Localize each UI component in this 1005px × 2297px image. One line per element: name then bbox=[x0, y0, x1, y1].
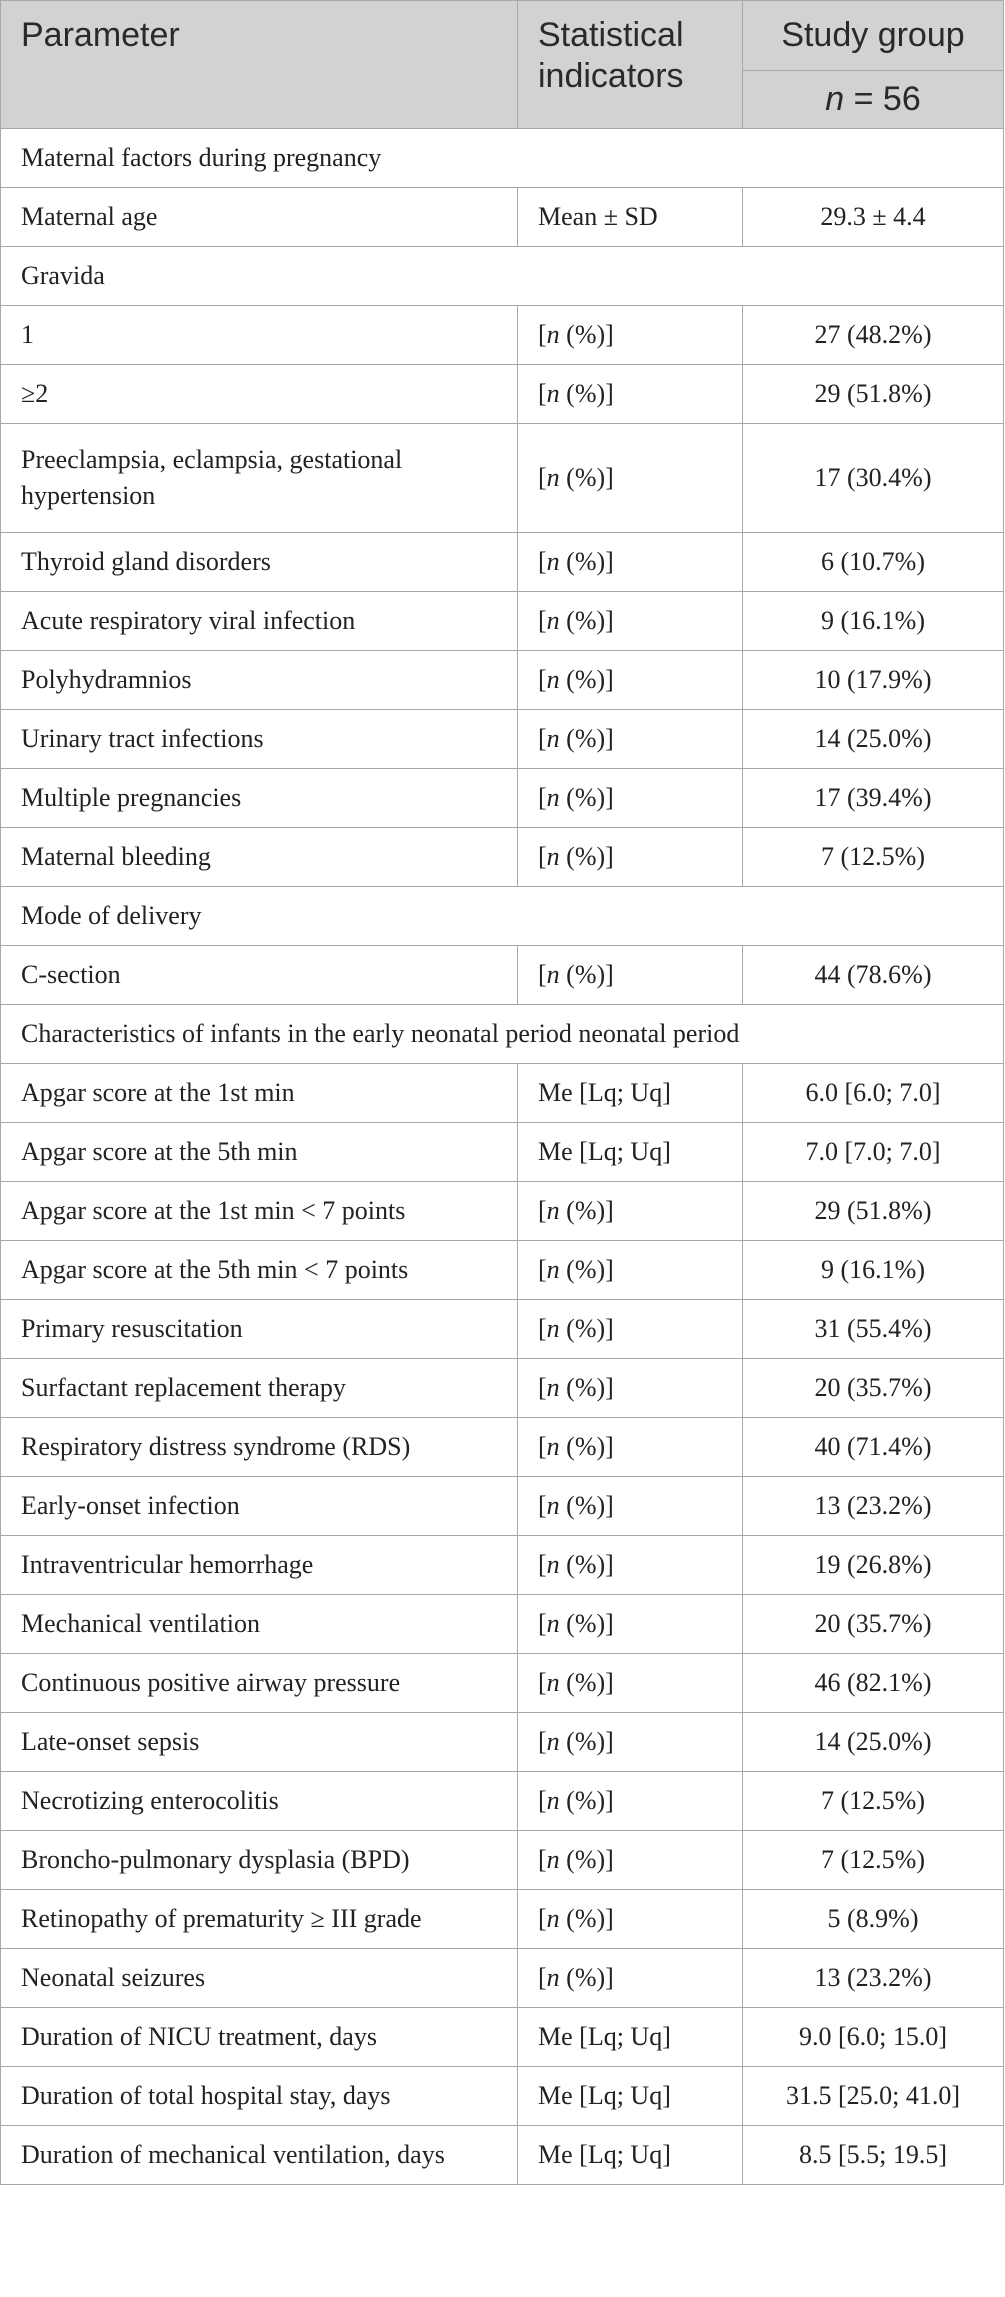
parameter-cell: Mechanical ventilation bbox=[1, 1595, 518, 1654]
parameter-cell: Apgar score at the 1st min < 7 points bbox=[1, 1182, 518, 1241]
section-row bbox=[1, 1005, 1004, 1064]
table-row bbox=[1, 828, 1004, 887]
table-row bbox=[1, 188, 1004, 247]
parameter-cell: Apgar score at the 1st min bbox=[1, 1064, 518, 1123]
table-row bbox=[1, 306, 1004, 365]
parameter-cell: Duration of total hospital stay, days bbox=[1, 2067, 518, 2126]
statistical-indicator-cell: [n (%)] bbox=[518, 1536, 743, 1595]
statistical-indicator-cell: [n (%)] bbox=[518, 710, 743, 769]
study-group-value-cell: 9.0 [6.0; 15.0] bbox=[743, 2008, 1004, 2067]
study-group-value-cell: 46 (82.1%) bbox=[743, 1654, 1004, 1713]
section-row bbox=[1, 129, 1004, 188]
parameter-cell: Maternal bleeding bbox=[1, 828, 518, 887]
study-group-value-cell: 7 (12.5%) bbox=[743, 1831, 1004, 1890]
table-row bbox=[1, 1477, 1004, 1536]
statistical-indicator-cell: [n (%)] bbox=[518, 1772, 743, 1831]
study-group-value-cell: 20 (35.7%) bbox=[743, 1359, 1004, 1418]
section-label: Mode of delivery bbox=[1, 887, 1004, 946]
statistical-indicator-cell: [n (%)] bbox=[518, 651, 743, 710]
study-group-value-cell: 7 (12.5%) bbox=[743, 828, 1004, 887]
parameter-cell: Apgar score at the 5th min bbox=[1, 1123, 518, 1182]
table-row bbox=[1, 2067, 1004, 2126]
statistical-indicator-cell: [n (%)] bbox=[518, 1182, 743, 1241]
parameter-cell: Retinopathy of prematurity ≥ III grade bbox=[1, 1890, 518, 1949]
parameter-cell: Thyroid gland disorders bbox=[1, 533, 518, 592]
table-row bbox=[1, 1890, 1004, 1949]
table-row bbox=[1, 533, 1004, 592]
study-group-value-cell: 40 (71.4%) bbox=[743, 1418, 1004, 1477]
table-row bbox=[1, 1241, 1004, 1300]
parameter-cell: Broncho-pulmonary dysplasia (BPD) bbox=[1, 1831, 518, 1890]
table-row bbox=[1, 1359, 1004, 1418]
statistical-indicator-cell: [n (%)] bbox=[518, 1713, 743, 1772]
statistical-indicator-cell: [n (%)] bbox=[518, 1890, 743, 1949]
parameter-cell: Preeclampsia, eclampsia, gestational hypertension bbox=[1, 424, 518, 533]
table-row bbox=[1, 365, 1004, 424]
parameter-cell: Maternal age bbox=[1, 188, 518, 247]
statistical-indicator-cell: [n (%)] bbox=[518, 306, 743, 365]
statistical-indicator-cell: [n (%)] bbox=[518, 1654, 743, 1713]
statistical-indicator-cell: [n (%)] bbox=[518, 769, 743, 828]
parameter-cell: Primary resuscitation bbox=[1, 1300, 518, 1359]
study-group-value-cell: 7.0 [7.0; 7.0] bbox=[743, 1123, 1004, 1182]
statistical-indicator-cell: [n (%)] bbox=[518, 1477, 743, 1536]
parameter-cell: ≥2 bbox=[1, 365, 518, 424]
parameter-cell: C-section bbox=[1, 946, 518, 1005]
study-group-value-cell: 13 (23.2%) bbox=[743, 1949, 1004, 2008]
study-group-value-cell: 9 (16.1%) bbox=[743, 1241, 1004, 1300]
study-group-value-cell: 19 (26.8%) bbox=[743, 1536, 1004, 1595]
table-row bbox=[1, 1182, 1004, 1241]
statistical-indicator-cell: Me [Lq; Uq] bbox=[518, 2126, 743, 2185]
study-group-value-cell: 13 (23.2%) bbox=[743, 1477, 1004, 1536]
statistical-indicator-cell: [n (%)] bbox=[518, 1359, 743, 1418]
parameter-cell: Duration of mechanical ventilation, days bbox=[1, 2126, 518, 2185]
table-row bbox=[1, 1300, 1004, 1359]
study-group-value-cell: 29.3 ± 4.4 bbox=[743, 188, 1004, 247]
study-group-value-cell: 5 (8.9%) bbox=[743, 1890, 1004, 1949]
study-group-value-cell: 31.5 [25.0; 41.0] bbox=[743, 2067, 1004, 2126]
study-group-value-cell: 29 (51.8%) bbox=[743, 365, 1004, 424]
statistical-indicator-cell: [n (%)] bbox=[518, 1300, 743, 1359]
parameter-cell: Multiple pregnancies bbox=[1, 769, 518, 828]
header-study-group: Study group bbox=[743, 1, 1004, 71]
parameter-cell: Early-onset infection bbox=[1, 1477, 518, 1536]
parameter-cell: 1 bbox=[1, 306, 518, 365]
parameter-cell: Duration of NICU treatment, days bbox=[1, 2008, 518, 2067]
parameter-cell: Neonatal seizures bbox=[1, 1949, 518, 2008]
section-label: Characteristics of infants in the early neonatal period neonatal period bbox=[1, 1005, 1004, 1064]
table-row bbox=[1, 1595, 1004, 1654]
table-row bbox=[1, 1949, 1004, 2008]
section-row bbox=[1, 887, 1004, 946]
table-row bbox=[1, 1713, 1004, 1772]
statistical-indicator-cell: Mean ± SD bbox=[518, 188, 743, 247]
parameter-cell: Necrotizing enterocolitis bbox=[1, 1772, 518, 1831]
study-group-value-cell: 14 (25.0%) bbox=[743, 1713, 1004, 1772]
parameter-cell: Intraventricular hemorrhage bbox=[1, 1536, 518, 1595]
section-label: Gravida bbox=[1, 247, 1004, 306]
statistical-indicator-cell: [n (%)] bbox=[518, 592, 743, 651]
statistical-indicator-cell: [n (%)] bbox=[518, 828, 743, 887]
study-group-value-cell: 27 (48.2%) bbox=[743, 306, 1004, 365]
parameter-cell: Surfactant replacement therapy bbox=[1, 1359, 518, 1418]
statistical-indicator-cell: Me [Lq; Uq] bbox=[518, 1064, 743, 1123]
table-header bbox=[1, 1, 1004, 129]
statistical-indicator-cell: [n (%)] bbox=[518, 1831, 743, 1890]
table-row bbox=[1, 2008, 1004, 2067]
table-row bbox=[1, 1772, 1004, 1831]
table-row bbox=[1, 946, 1004, 1005]
table-row bbox=[1, 1654, 1004, 1713]
table-row bbox=[1, 592, 1004, 651]
table-row bbox=[1, 1123, 1004, 1182]
section-label: Maternal factors during pregnancy bbox=[1, 129, 1004, 188]
table-row bbox=[1, 1064, 1004, 1123]
study-group-value-cell: 31 (55.4%) bbox=[743, 1300, 1004, 1359]
study-group-value-cell: 20 (35.7%) bbox=[743, 1595, 1004, 1654]
table-body bbox=[1, 129, 1004, 2185]
statistical-indicator-cell: [n (%)] bbox=[518, 365, 743, 424]
header-sample-size bbox=[743, 71, 1004, 129]
sample-size-value: = 56 bbox=[844, 80, 921, 118]
study-group-value-cell: 29 (51.8%) bbox=[743, 1182, 1004, 1241]
statistical-indicator-cell: [n (%)] bbox=[518, 533, 743, 592]
parameter-cell: Apgar score at the 5th min < 7 points bbox=[1, 1241, 518, 1300]
table-row bbox=[1, 651, 1004, 710]
table-row bbox=[1, 710, 1004, 769]
table-row bbox=[1, 2126, 1004, 2185]
table-row bbox=[1, 1536, 1004, 1595]
study-group-value-cell: 44 (78.6%) bbox=[743, 946, 1004, 1005]
study-group-value-cell: 17 (30.4%) bbox=[743, 424, 1004, 533]
statistical-indicator-cell: [n (%)] bbox=[518, 424, 743, 533]
statistical-indicator-cell: [n (%)] bbox=[518, 1595, 743, 1654]
statistical-indicator-cell: [n (%)] bbox=[518, 1241, 743, 1300]
parameter-cell: Urinary tract infections bbox=[1, 710, 518, 769]
study-group-value-cell: 6.0 [6.0; 7.0] bbox=[743, 1064, 1004, 1123]
statistical-indicator-cell: [n (%)] bbox=[518, 1418, 743, 1477]
sample-size-symbol: n bbox=[825, 80, 845, 118]
table-row bbox=[1, 769, 1004, 828]
study-group-value-cell: 14 (25.0%) bbox=[743, 710, 1004, 769]
statistical-indicator-cell: Me [Lq; Uq] bbox=[518, 2067, 743, 2126]
parameter-cell: Polyhydramnios bbox=[1, 651, 518, 710]
study-group-value-cell: 8.5 [5.5; 19.5] bbox=[743, 2126, 1004, 2185]
study-group-value-cell: 7 (12.5%) bbox=[743, 1772, 1004, 1831]
study-group-value-cell: 6 (10.7%) bbox=[743, 533, 1004, 592]
parameter-cell: Continuous positive airway pressure bbox=[1, 1654, 518, 1713]
table-row bbox=[1, 1418, 1004, 1477]
statistical-indicator-cell: [n (%)] bbox=[518, 1949, 743, 2008]
statistical-indicator-cell: [n (%)] bbox=[518, 946, 743, 1005]
study-group-value-cell: 9 (16.1%) bbox=[743, 592, 1004, 651]
parameter-cell: Respiratory distress syndrome (RDS) bbox=[1, 1418, 518, 1477]
study-group-value-cell: 17 (39.4%) bbox=[743, 769, 1004, 828]
statistical-indicator-cell: Me [Lq; Uq] bbox=[518, 2008, 743, 2067]
parameter-cell: Acute respiratory viral infection bbox=[1, 592, 518, 651]
table-row bbox=[1, 1831, 1004, 1890]
header-parameter: Parameter bbox=[1, 1, 518, 129]
statistical-indicator-cell: Me [Lq; Uq] bbox=[518, 1123, 743, 1182]
header-statistical-indicators: Statistical indicators bbox=[518, 1, 743, 129]
table-row bbox=[1, 424, 1004, 533]
parameter-cell: Late-onset sepsis bbox=[1, 1713, 518, 1772]
study-group-value-cell: 10 (17.9%) bbox=[743, 651, 1004, 710]
section-row bbox=[1, 247, 1004, 306]
